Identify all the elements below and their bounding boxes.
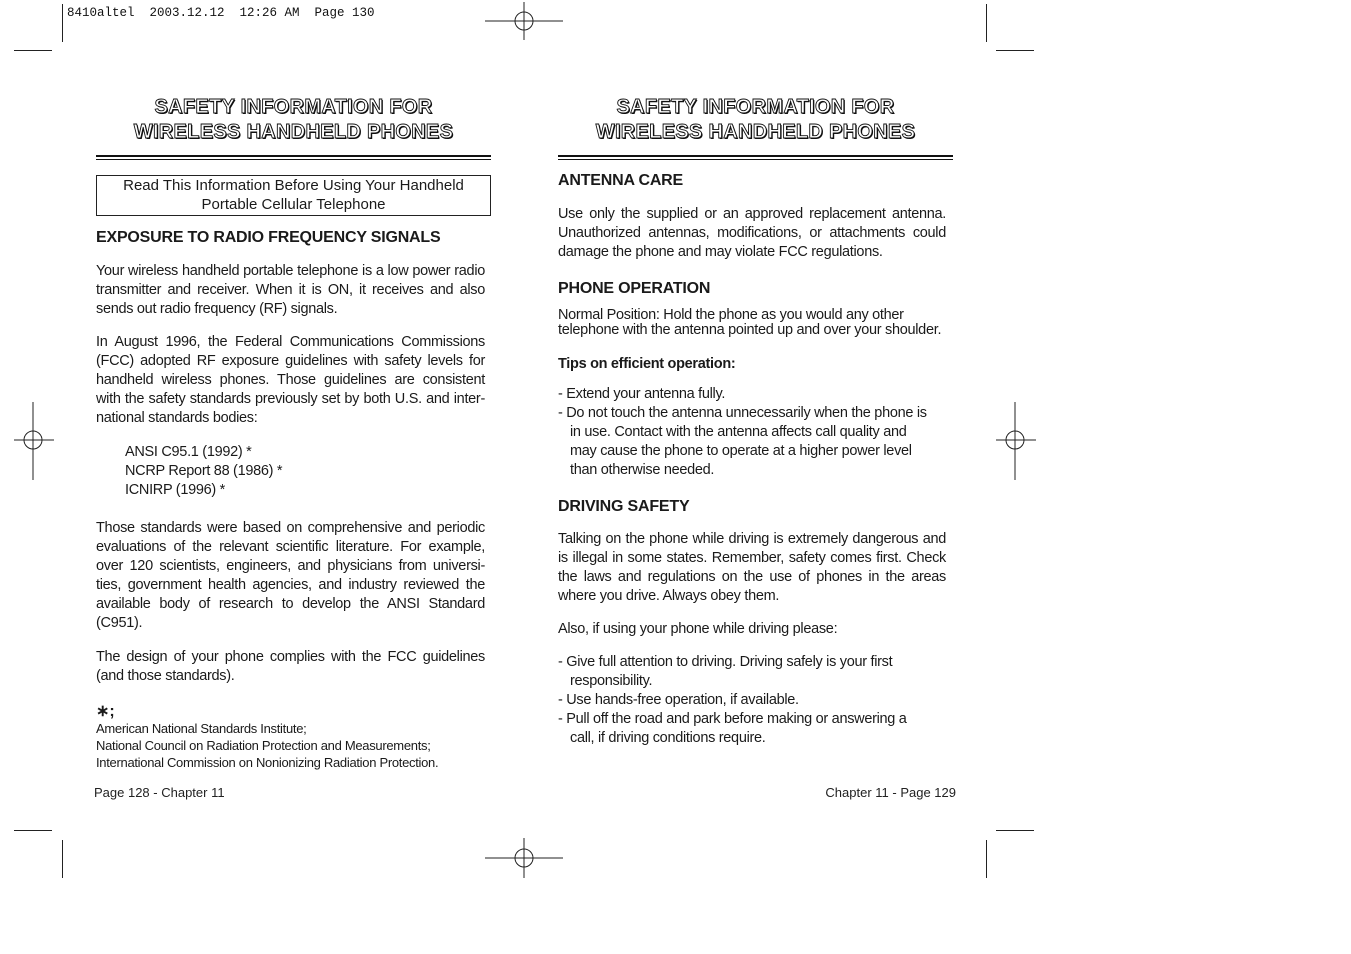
tip-item: - Do not touch the antenna unnecessarily when the phone is in use. Contact with the antenna affects call quality and may cause the phone to operate at a higher power level than otherwise needed.: [558, 405, 927, 478]
driving-item: - Give full attention to driving. Driving safely is your first responsibility.: [558, 654, 893, 689]
operation-text: [558, 308, 953, 338]
left-page-title: [96, 95, 491, 160]
paragraph-3: Those standards were based on comprehensive and periodic evaluations of the relevant scientific literature. For example, over 120 scientists, engineers, and physicians from universi-ties, government health agencies, and industry reviewed the available body of research to develop the ANSI Standard (C951).: [96, 520, 485, 631]
driving-item: - Pull off the road and park before making or answering a call, if driving conditions require.: [558, 711, 907, 746]
tip-item: - Extend your antenna fully.: [558, 386, 726, 402]
title-line-1: SAFETY INFORMATION FOR: [154, 96, 433, 118]
antenna-paragraph: Use only the supplied or an approved replacement antenna. Unauthorized antennas, modifications, or attachments could damage the phone and may violate FCC regulations.: [558, 206, 946, 260]
heading-phone-operation: PHONE OPERATION: [558, 280, 711, 297]
driving-list: [558, 653, 920, 748]
title-line-1: SAFETY INFORMATION FOR: [616, 96, 895, 118]
standards-list: [96, 443, 491, 500]
paragraph-1: Your wireless handheld portable telephone is a low power radio transmitter and receiver. When it is ON, it receives and also sends out radio frequency (RF) signals.: [96, 263, 485, 317]
heading-driving-safety: DRIVING SAFETY: [558, 498, 690, 515]
title-rule: [558, 155, 953, 160]
heading-exposure: EXPOSURE TO RADIO FREQUENCY SIGNALS: [96, 229, 441, 246]
left-page-number: Page 128 - Chapter 11: [94, 785, 225, 800]
notice-line-2: Portable Cellular Telephone: [201, 196, 386, 213]
standard-item: ICNIRP (1996) *: [125, 482, 225, 498]
right-page: [558, 95, 953, 748]
registration-mark-right: [996, 402, 1036, 480]
standard-item: NCRP Report 88 (1986) *: [125, 463, 283, 479]
paragraph-4: The design of your phone complies with the FCC guidelines (and those standards).: [96, 649, 485, 684]
footnote-item: National Council on Radiation Protection and Measurements;: [96, 738, 431, 753]
right-page-title: [558, 95, 953, 160]
registration-mark-bottom: [485, 838, 565, 878]
operation-line-1: Normal Position: Hold the phone as you would any other: [558, 307, 904, 323]
footnotes: [96, 720, 491, 771]
driving-item: - Use hands-free operation, if available.: [558, 692, 799, 708]
footnote-marker: ∗;: [96, 703, 115, 720]
standard-item: ANSI C95.1 (1992) *: [125, 444, 252, 460]
right-page-number: Chapter 11 - Page 129: [825, 785, 956, 800]
title-rule: [96, 155, 491, 160]
registration-mark-top: [485, 2, 565, 42]
tips-list: [558, 385, 930, 480]
notice-line-1: Read This Information Before Using Your Handheld: [123, 177, 464, 194]
operation-line-2: telephone with the antenna pointed up and over your shoulder.: [558, 322, 942, 338]
tips-heading: Tips on efficient operation:: [558, 356, 736, 372]
heading-antenna-care: ANTENNA CARE: [558, 172, 684, 189]
title-line-2: WIRELESS HANDHELD PHONES: [133, 121, 454, 143]
registration-mark-left: [14, 402, 54, 480]
left-page: [96, 95, 491, 771]
driving-paragraph: Talking on the phone while driving is extremely dangerous and is illegal in some states. Remember, safety comes first. Check the laws and regulations on the use of phones in the areas where you drive. Always obey them.: [558, 531, 946, 604]
driving-also: Also, if using your phone while driving please:: [558, 621, 838, 637]
paragraph-2: In August 1996, the Federal Communications Commissions (FCC) adopted RF exposure guidelines with safety levels for handheld wireless phones. Those guidelines are consistent with the safety standards previously set by both U.S. and inter-national standards bodies:: [96, 334, 485, 426]
notice-box: [96, 175, 491, 216]
print-slug: 8410altel 2003.12.12 12:26 AM Page 130: [67, 6, 375, 20]
footnote-item: American National Standards Institute;: [96, 721, 307, 736]
footnote-item: International Commission on Nonionizing Radiation Protection.: [96, 755, 439, 770]
title-line-2: WIRELESS HANDHELD PHONES: [595, 121, 916, 143]
